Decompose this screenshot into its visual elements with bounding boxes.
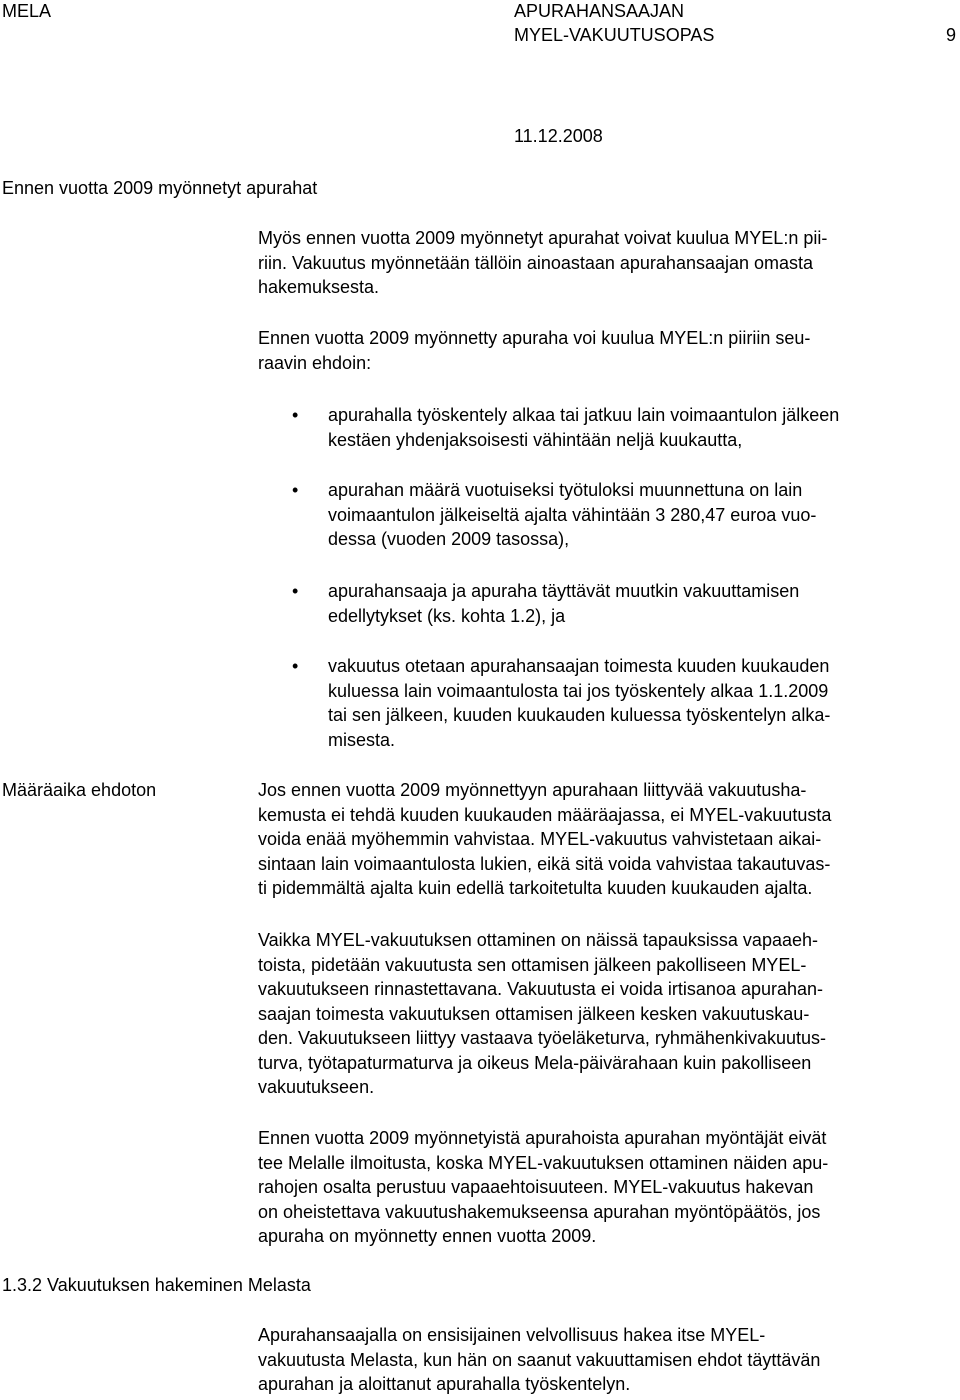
header-title-line1: APURAHANSAAJAN [514,1,685,21]
bullet-line: apurahalla työskentely alkaa tai jatkuu lain voimaantulon jälkeen [328,405,840,425]
paragraph-line: den. Vakuutukseen liittyy vastaava työeläketurva, ryhmähenkivakuutus- [258,1028,826,1048]
paragraph-line: Myös ennen vuotta 2009 myönnetyt apurahat voivat kuulua MYEL:n pii- [258,228,828,248]
paragraph-line: saajan toimesta vakuutuksen ottamisen jälkeen kesken vakuutuskau- [258,1003,810,1024]
paragraph-line: apurahan ja aloittanut apurahalla työskentelyn. [258,1374,631,1394]
paragraph-line: turva, työtapaturmaturva ja oikeus Mela-päivärahaan kuin pakolliseen [258,1052,812,1073]
paragraph-line: vakuutukseen rinnastettavana. Vakuutusta ei voida irtisanoa apurahan- [258,979,824,999]
paragraph-line: ti pidemmältä ajalta kuin edellä tarkoitetulta kuuden kuukauden ajalta. [258,878,813,898]
bullet-line: voimaantulon jälkeiseltä ajalta vähintään 3 280,47 euroa vuo- [328,504,817,525]
paragraph-line: riin. Vakuutus myönnetään tällöin ainoastaan apurahansaajan omasta [258,252,814,273]
paragraph-1 [258,226,958,300]
bullet-item-2 [328,478,958,552]
paragraph-line: Ennen vuotta 2009 myönnetyistä apurahoista apurahan myöntäjät eivät [258,1128,827,1148]
bullet-line: vakuutus otetaan apurahansaajan toimesta kuuden kuukauden [328,656,830,676]
paragraph-line: Jos ennen vuotta 2009 myönnettyyn apurahaan liittyvää vakuutusha- [258,780,807,800]
paragraph-line: hakemuksesta. [258,277,380,297]
paragraph-line: Apurahansaajalla on ensisijainen velvollisuus hakea itse MYEL- [258,1325,766,1345]
paragraph-line: vakuutusta Melasta, kun hän on saanut vakuuttamisen ehdot täyttävän [258,1349,821,1370]
bullet-line: apurahansaaja ja apuraha täyttävät muutkin vakuuttamisen [328,581,800,601]
paragraph-3 [258,778,958,901]
paragraph-line: Vaikka MYEL-vakuutuksen ottaminen on näissä tapauksissa vapaaeh- [258,930,818,950]
paragraph-line: kemusta ei tehdä kuuden kuukauden määräajassa, ei MYEL-vakuutusta [258,804,832,825]
bullet-dot: • [292,480,299,500]
paragraph-line: raavin ehdoin: [258,352,372,373]
bullet-line: tai sen jälkeen, kuuden kuukauden kuluessa työskentelyn alka- [328,705,831,725]
bullet-line: kestäen yhdenjaksoisesti vähintään neljä kuukautta, [328,429,743,450]
section-heading-1-3-2: 1.3.2 Vakuutuksen hakeminen Melasta [2,1275,311,1295]
paragraph-line: sintaan lain voimaantulosta lukien, eikä sitä voida vahvistaa takautuvas- [258,853,831,874]
side-heading-before-2009: Ennen vuotta 2009 myönnetyt apurahat [2,178,318,198]
paragraph-line: tee Melalle ilmoitusta, koska MYEL-vakuutuksen ottaminen näiden apu- [258,1152,829,1173]
bullet-dot: • [292,405,299,425]
page-number: 9 [946,25,957,45]
paragraph-line: vakuutukseen. [258,1077,375,1097]
paragraph-6 [258,1323,958,1397]
bullet-line: edellytykset (ks. kohta 1.2), ja [328,605,566,626]
bullet-dot: • [292,581,299,601]
header-title-line2: MYEL-VAKUUTUSOPAS [514,25,715,45]
paragraph-line: toista, pidetään vakuutusta sen ottamisen jälkeen pakolliseen MYEL- [258,954,807,975]
paragraph-4 [258,928,958,1100]
bullet-item-1 [328,403,958,452]
bullet-line: dessa (vuoden 2009 tasossa), [328,529,570,549]
side-heading-deadline: Määräaika ehdoton [2,780,157,800]
paragraph-line: voida enää myöhemmin vahvistaa. MYEL-vakuutus vahvistetaan aikai- [258,829,822,849]
paragraph-2 [258,326,958,375]
paragraph-line: on oheistettava vakuutushakemukseensa apurahan myöntöpäätös, jos [258,1201,821,1222]
bullet-dot: • [292,656,299,676]
header-org: MELA [2,1,52,21]
bullet-line: kuluessa lain voimaantulosta tai jos työskentely alkaa 1.1.2009 [328,680,829,701]
paragraph-line: apuraha on myönnetty ennen vuotta 2009. [258,1226,597,1246]
bullet-line: apurahan määrä vuotuiseksi työtuloksi muunnettuna on lain [328,480,803,500]
header-date: 11.12.2008 [514,126,603,146]
bullet-item-4 [328,654,958,752]
bullet-line: misesta. [328,729,396,750]
paragraph-line: Ennen vuotta 2009 myönnetty apuraha voi kuulua MYEL:n piiriin seu- [258,328,811,348]
paragraph-5 [258,1126,958,1249]
bullet-item-3 [328,579,958,628]
paragraph-line: rahojen osalta perustuu vapaaehtoisuuteen. MYEL-vakuutus hakevan [258,1177,814,1197]
